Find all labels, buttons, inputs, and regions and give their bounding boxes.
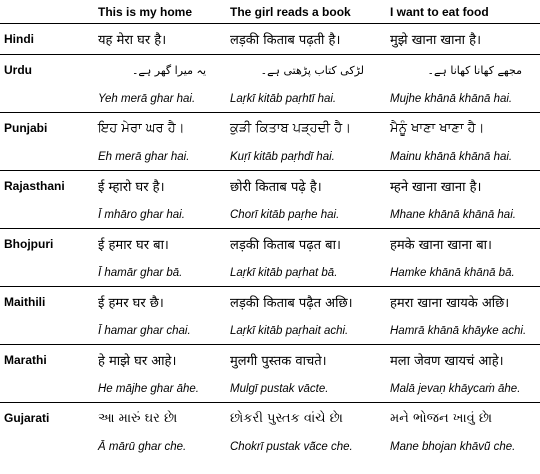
translit-cell: Hamrā khānā khāyke achi.	[382, 317, 540, 345]
translit-cell: Chokrī pustak vā̃ce che.	[230, 440, 353, 453]
translit-cell: Ā mārū ghar che.	[98, 440, 187, 453]
table-row	[0, 113, 540, 144]
script-cell: मला जेवण खायचं आहे।	[390, 354, 504, 369]
translit-cell: Ī mhāro ghar hai.	[84, 201, 224, 229]
language-label: Rajasthani	[4, 179, 65, 193]
header-col1: This is my home	[84, 0, 224, 24]
language-label: Maithili	[4, 295, 46, 309]
translit-cell: Laṛkī kitāb paṛhtī hai.	[224, 85, 382, 113]
header-language	[0, 0, 84, 24]
translit-cell: Laṛkī kitāb paṛhat bā.	[224, 259, 382, 287]
script-cell: हमरा खाना खायके अछि।	[390, 296, 510, 311]
table-row	[0, 433, 540, 460]
translit-cell: Mulgī pustak vācte.	[224, 375, 382, 403]
script-cell: हे माझे घर आहे।	[98, 354, 177, 369]
translit-cell: Malā jevaṇ khāycaṁ āhe.	[382, 375, 540, 403]
language-label: Urdu	[4, 63, 32, 77]
script-cell: छोरी किताब पढ़े है।	[230, 180, 322, 195]
translit-cell: Kuṛī kitāb paṛhdī hai.	[224, 143, 382, 171]
script-cell: लड़की किताब पढ़ैत अछि।	[230, 296, 353, 311]
script-cell: ਮੈਨੂੰ ਖਾਣਾ ਖਾਣਾ ਹੈ।	[390, 120, 485, 136]
translit-cell: Ī hamār ghar bā.	[84, 259, 224, 287]
table-row	[0, 171, 540, 202]
translit-cell: Hamke khānā khānā bā.	[382, 259, 540, 287]
script-cell: ई हमर घर छै।	[98, 296, 164, 311]
script-cell: मुझे खाना खाना है।	[382, 24, 540, 55]
language-label: Punjabi	[4, 121, 48, 135]
script-cell: یہ میرا گھر ہے۔	[131, 63, 206, 77]
translit-cell: Eh merā ghar hai.	[84, 143, 224, 171]
header-row	[0, 0, 540, 24]
table-row	[0, 55, 540, 86]
script-cell: ਇਹ ਮੇਰਾ ਘਰ ਹੈ।	[98, 120, 185, 136]
script-cell: لڑکی کتاب پڑھتی ہے۔	[260, 63, 364, 77]
translit-cell: Laṛkī kitāb paṛhait achi.	[224, 317, 382, 345]
translit-cell: He mājhe ghar āhe.	[84, 375, 224, 403]
table-row	[0, 345, 540, 376]
table-row	[0, 143, 540, 171]
script-cell: ਕੁੜੀ ਕਿਤਾਬ ਪੜ੍ਹਦੀ ਹੈ।	[230, 120, 351, 136]
language-label: Bhojpuri	[4, 237, 54, 251]
script-cell: यह मेरा घर है।	[84, 24, 224, 55]
table-row	[0, 375, 540, 403]
translit-cell: Yeh merā ghar hai.	[84, 85, 224, 113]
language-label: Gujarati	[4, 411, 50, 425]
script-cell: મને ભોજન ખાવું છે।	[390, 410, 493, 426]
table-row	[0, 85, 540, 113]
header-col3: I want to eat food	[382, 0, 540, 24]
script-cell: ई म्हारो घर है।	[98, 180, 165, 195]
translit-cell: Mane bhojan khāvū̃ che.	[390, 440, 516, 453]
table-row	[0, 201, 540, 229]
table-row	[0, 259, 540, 287]
header-col2: The girl reads a book	[224, 0, 382, 24]
translit-cell: Ī hamar ghar chai.	[84, 317, 224, 345]
script-cell: हमके खाना खाना बा।	[390, 238, 492, 253]
script-cell: मुलगी पुस्तक वाचते।	[230, 354, 327, 369]
translit-cell: Mhane khānā khānā hai.	[382, 201, 540, 229]
script-cell: म्हने खाना खाना है।	[390, 180, 482, 195]
table-row	[0, 229, 540, 260]
script-cell: लड़की किताब पढ़त बा।	[230, 238, 341, 253]
translit-cell: Mainu khānā khānā hai.	[382, 143, 540, 171]
script-cell: लड़की किताब पढ़ती है।	[224, 24, 382, 55]
table-row	[0, 317, 540, 345]
language-label: Marathi	[4, 353, 47, 367]
translit-cell: Mujhe khānā khānā hai.	[382, 85, 540, 113]
translit-cell: Chorī kitāb paṛhe hai.	[224, 201, 382, 229]
table-row	[0, 287, 540, 318]
script-cell: ई हमार घर बा।	[98, 238, 169, 253]
table-row	[0, 403, 540, 434]
language-label: Hindi	[0, 24, 84, 55]
table-row	[0, 24, 540, 55]
script-cell: مجھے کھانا کھانا ہے۔	[427, 63, 522, 77]
script-cell: આ મારું ઘર છે।	[98, 410, 178, 426]
script-cell: છોકરી પુસ્તક વાંચે છે।	[230, 410, 344, 426]
